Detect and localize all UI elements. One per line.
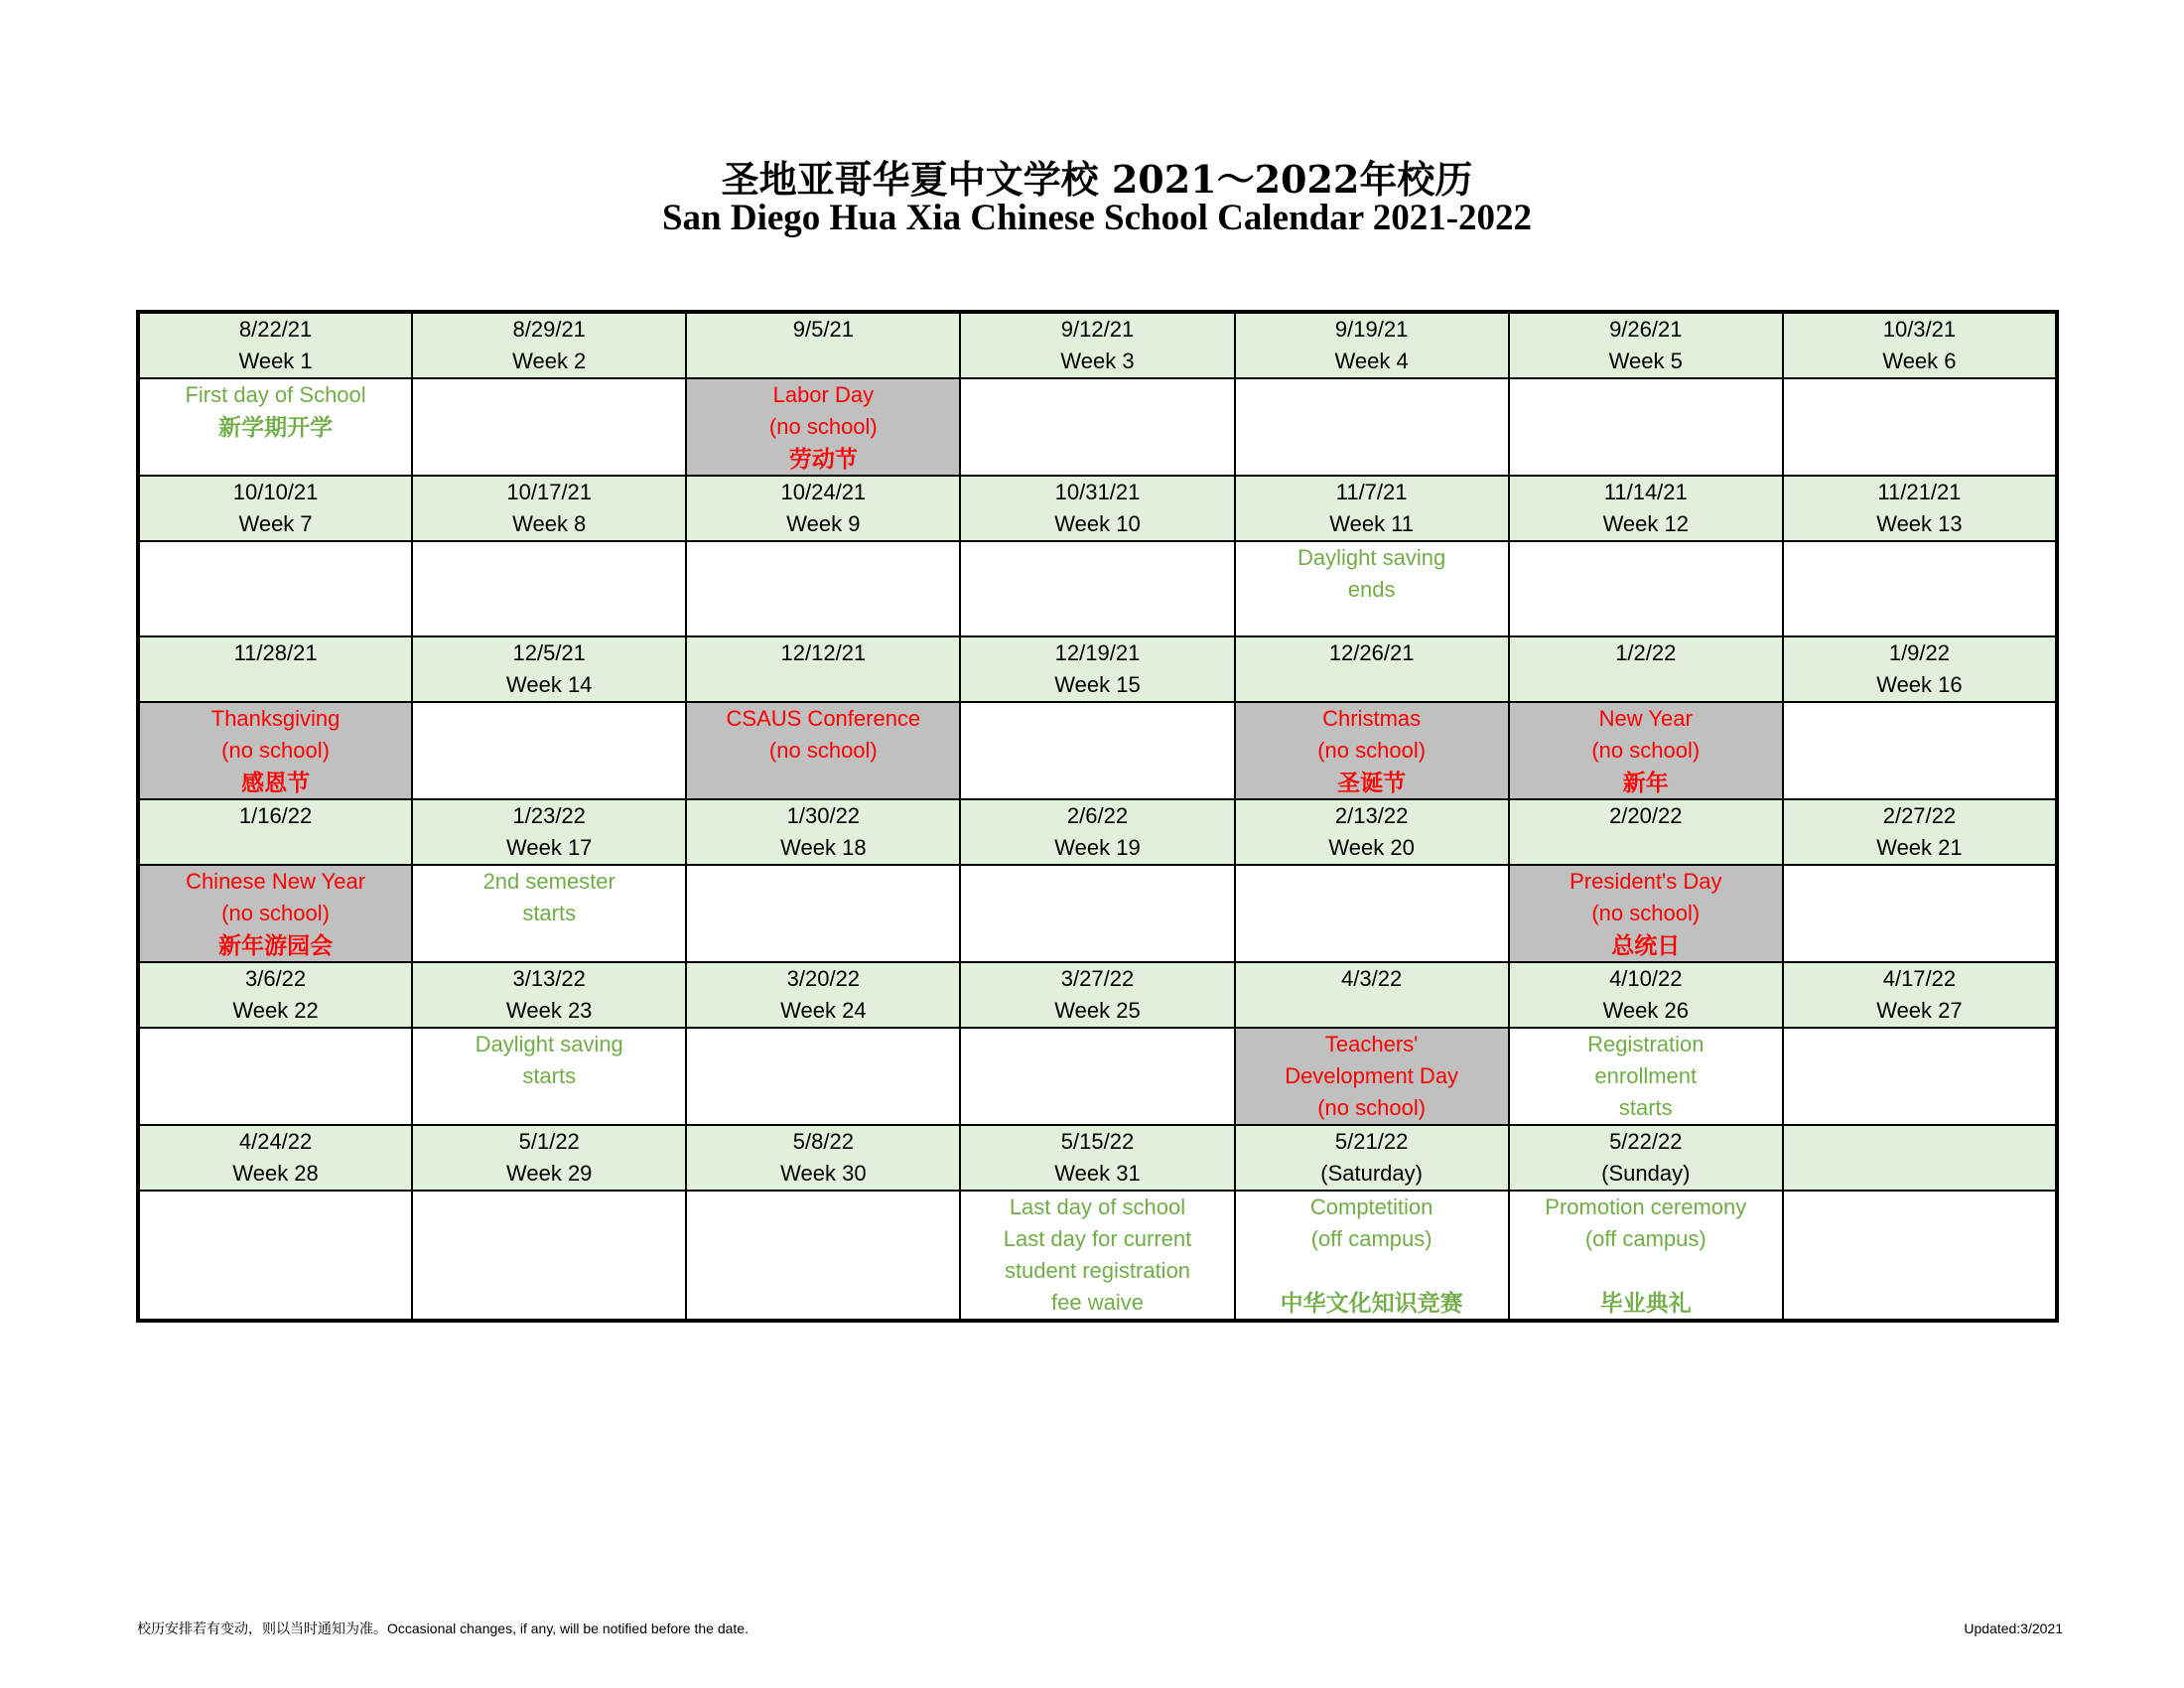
empty-cell <box>1783 702 2057 799</box>
date-header-cell <box>1235 1125 1509 1191</box>
week-label: (Saturday) <box>1320 1161 1423 1186</box>
date: 4/10/22 <box>1609 966 1683 991</box>
week-header-row <box>138 799 2057 865</box>
event-note: fee waive <box>1051 1290 1144 1315</box>
empty-cell <box>1509 378 1783 476</box>
date-header-cell <box>1783 1125 2057 1191</box>
week-label: Week 7 <box>238 511 313 536</box>
event-note: Registration <box>1587 1032 1705 1056</box>
date-header-cell <box>138 636 412 702</box>
date: 8/29/21 <box>512 317 586 342</box>
empty-cell <box>1235 378 1509 476</box>
week-event-row <box>138 1028 2057 1125</box>
date: 12/19/21 <box>1054 640 1141 665</box>
week-event-row <box>138 378 2057 476</box>
week-event-row <box>138 1191 2057 1321</box>
week-label: (Sunday) <box>1601 1161 1691 1186</box>
empty-cell <box>960 541 1234 636</box>
event-note-chinese: 圣诞节 <box>1337 770 1407 795</box>
updated-date: Updated:3/2021 <box>1964 1620 2063 1636</box>
event-cell <box>1509 1028 1783 1125</box>
date-header-cell <box>1783 636 2057 702</box>
date: 5/15/22 <box>1060 1129 1135 1154</box>
event-note: 2nd semester <box>482 869 615 894</box>
date-header-cell <box>1509 476 1783 541</box>
date-header-cell <box>1509 962 1783 1028</box>
week-label: Week 28 <box>232 1161 319 1186</box>
date-header-cell <box>1235 476 1509 541</box>
date: 1/9/22 <box>1888 640 1950 665</box>
holiday-cell <box>1235 1028 1509 1125</box>
week-label: Week 1 <box>238 349 313 373</box>
date-header-cell <box>1783 312 2057 378</box>
event-note: Daylight saving <box>475 1032 623 1056</box>
date: 1/16/22 <box>238 803 313 828</box>
event-note: Development Day <box>1285 1063 1459 1088</box>
event-note: Labor Day <box>772 382 875 407</box>
week-header-row <box>138 636 2057 702</box>
date-header-cell <box>1509 312 1783 378</box>
date: 11/14/21 <box>1603 480 1688 504</box>
date-header-cell <box>138 476 412 541</box>
event-cell <box>412 865 686 962</box>
event-note: (no school) <box>1317 738 1427 763</box>
event-note: CSAUS Conference <box>726 706 921 731</box>
event-note: ends <box>1347 577 1396 602</box>
week-label: Week 29 <box>506 1161 593 1186</box>
date-header-cell <box>960 799 1234 865</box>
date-header-cell <box>138 962 412 1028</box>
date-header-cell <box>1509 636 1783 702</box>
date: 3/27/22 <box>1060 966 1135 991</box>
event-note: enrollment <box>1594 1063 1698 1088</box>
empty-cell <box>412 541 686 636</box>
date: 11/28/21 <box>233 640 318 665</box>
holiday-cell <box>138 702 412 799</box>
event-note-chinese: 总统日 <box>1611 932 1681 958</box>
date: 12/12/21 <box>780 640 867 665</box>
date: 10/24/21 <box>780 480 867 504</box>
week-label: Week 25 <box>1054 998 1141 1023</box>
week-label <box>140 832 411 864</box>
date <box>1784 1126 2055 1158</box>
event-note: Last day of school <box>1009 1195 1186 1219</box>
event-cell <box>412 1028 686 1125</box>
date-header-cell <box>960 636 1234 702</box>
event-note: (no school) <box>221 738 330 763</box>
date: 3/13/22 <box>512 966 586 991</box>
holiday-cell <box>686 378 960 476</box>
event-note-chinese: 毕业典礼 <box>1599 1290 1692 1316</box>
holiday-cell <box>1235 702 1509 799</box>
date-header-cell <box>412 962 686 1028</box>
date: 3/20/22 <box>786 966 861 991</box>
date-header-cell <box>1509 799 1783 865</box>
event-note: Daylight saving <box>1297 545 1446 570</box>
date-header-cell <box>960 1125 1234 1191</box>
week-label: Week 8 <box>512 511 587 536</box>
date: 1/2/22 <box>1615 640 1677 665</box>
week-label: Week 30 <box>780 1161 867 1186</box>
empty-cell <box>412 1191 686 1321</box>
date-header-cell <box>1235 636 1509 702</box>
week-label: Week 26 <box>1602 998 1689 1023</box>
week-label: Week 5 <box>1608 349 1683 373</box>
week-label: Week 11 <box>1329 511 1415 536</box>
date: 4/3/22 <box>1341 966 1403 991</box>
date: 9/5/21 <box>792 317 854 342</box>
event-note-chinese: 新年 <box>1622 770 1669 795</box>
week-event-row <box>138 541 2057 636</box>
date-header-cell <box>1235 799 1509 865</box>
title-english: San Diego Hua Xia Chinese School Calendar 2021-2022 <box>661 198 1533 238</box>
empty-cell <box>960 702 1234 799</box>
empty-cell <box>1783 865 2057 962</box>
event-cell <box>1235 1191 1509 1321</box>
date-header-cell <box>960 476 1234 541</box>
empty-cell <box>412 378 686 476</box>
week-label: Week 19 <box>1054 835 1141 860</box>
date: 1/23/22 <box>512 803 586 828</box>
week-label: Week 12 <box>1602 511 1689 536</box>
week-label: Week 15 <box>1054 672 1141 697</box>
empty-cell <box>138 1191 412 1321</box>
date: 9/12/21 <box>1060 317 1135 342</box>
event-note: starts <box>1618 1095 1673 1120</box>
week-label: Week 3 <box>1060 349 1135 373</box>
date: 4/24/22 <box>238 1129 313 1154</box>
calendar-table <box>136 310 2059 1323</box>
empty-cell <box>960 865 1234 962</box>
date: 8/22/21 <box>238 317 313 342</box>
date-header-cell <box>1509 1125 1783 1191</box>
date: 12/5/21 <box>512 640 586 665</box>
event-cell <box>138 378 412 476</box>
holiday-cell <box>686 702 960 799</box>
week-label: Week 4 <box>1334 349 1409 373</box>
week-label <box>140 669 411 701</box>
date: 10/31/21 <box>1054 480 1141 504</box>
week-event-row <box>138 865 2057 962</box>
title-chinese: 圣地亚哥华夏中文学校 2021～2022年校历 <box>721 157 1473 202</box>
week-label: Week 10 <box>1054 511 1141 536</box>
date-header-cell <box>960 312 1234 378</box>
date: 10/17/21 <box>506 480 593 504</box>
date-header-cell <box>686 962 960 1028</box>
empty-cell <box>1783 1191 2057 1321</box>
event-note: Thanksgiving <box>210 706 341 731</box>
event-cell <box>960 1191 1234 1321</box>
date-header-cell <box>138 799 412 865</box>
date-header-cell <box>412 312 686 378</box>
date-header-cell <box>138 1125 412 1191</box>
week-label: Week 6 <box>1882 349 1957 373</box>
date: 5/1/22 <box>518 1129 580 1154</box>
date: 3/6/22 <box>244 966 307 991</box>
empty-cell <box>1235 865 1509 962</box>
week-header-row <box>138 476 2057 541</box>
week-label <box>687 346 959 377</box>
date: 12/26/21 <box>1328 640 1415 665</box>
week-header-row <box>138 962 2057 1028</box>
date: 11/21/21 <box>1877 480 1962 504</box>
date-header-cell <box>412 636 686 702</box>
date-header-cell <box>686 1125 960 1191</box>
event-note: Comptetition <box>1309 1195 1433 1219</box>
week-label <box>687 669 959 701</box>
date: 5/21/22 <box>1334 1129 1409 1154</box>
empty-cell <box>138 541 412 636</box>
empty-cell <box>1783 1028 2057 1125</box>
date-header-cell <box>686 799 960 865</box>
week-label: Week 17 <box>506 835 593 860</box>
event-note: First day of School <box>185 382 366 407</box>
event-note-chinese: 劳动节 <box>788 446 858 472</box>
empty-cell <box>1509 541 1783 636</box>
week-label <box>1784 1158 2055 1190</box>
week-label <box>1510 832 1782 864</box>
week-label: Week 2 <box>512 349 587 373</box>
event-note: (no school) <box>768 738 878 763</box>
date-header-cell <box>1783 962 2057 1028</box>
event-note: student registration <box>1004 1258 1191 1283</box>
event-note: Promotion ceremony <box>1545 1195 1747 1219</box>
event-note: (off campus) <box>1310 1226 1433 1251</box>
date-header-cell <box>1783 799 2057 865</box>
empty-cell <box>686 541 960 636</box>
date: 2/20/22 <box>1609 803 1683 828</box>
date: 5/8/22 <box>792 1129 854 1154</box>
date-header-cell <box>1783 476 2057 541</box>
date: 2/27/22 <box>1882 803 1957 828</box>
date-header-cell <box>412 476 686 541</box>
event-note: (off campus) <box>1584 1226 1706 1251</box>
date-header-cell <box>412 799 686 865</box>
event-cell <box>1235 541 1509 636</box>
event-note: Teachers' <box>1324 1032 1419 1056</box>
event-cell <box>1509 1191 1783 1321</box>
footer-note: 校历安排若有变动，则以当时通知为准。Occasional changes, if any, will be notified before the date. <box>137 1620 749 1636</box>
date-header-cell <box>412 1125 686 1191</box>
event-note: (no school) <box>1591 901 1701 925</box>
event-note: (no school) <box>1591 738 1701 763</box>
holiday-cell <box>138 865 412 962</box>
week-label <box>1236 995 1508 1027</box>
event-note-chinese: 中华文化知识竞赛 <box>1280 1290 1463 1316</box>
date: 5/22/22 <box>1609 1129 1683 1154</box>
week-label: Week 22 <box>232 998 319 1023</box>
date-header-cell <box>1235 312 1509 378</box>
week-label: Week 16 <box>1876 672 1963 697</box>
event-note-chinese: 新学期开学 <box>218 414 334 440</box>
event-note: Last day for current <box>1003 1226 1192 1251</box>
empty-cell <box>686 1191 960 1321</box>
event-note-chinese: 感恩节 <box>241 770 311 795</box>
date-header-cell <box>686 476 960 541</box>
date: 10/3/21 <box>1882 317 1957 342</box>
week-label: Week 21 <box>1876 835 1963 860</box>
empty-cell <box>412 702 686 799</box>
date: 1/30/22 <box>786 803 861 828</box>
date: 2/13/22 <box>1334 803 1409 828</box>
empty-cell <box>960 378 1234 476</box>
event-note-chinese: 新年游园会 <box>218 932 334 958</box>
date-header-cell <box>1235 962 1509 1028</box>
empty-cell <box>1783 541 2057 636</box>
date: 4/17/22 <box>1882 966 1957 991</box>
date: 2/6/22 <box>1066 803 1129 828</box>
week-label: Week 23 <box>506 998 593 1023</box>
date: 10/10/21 <box>232 480 319 504</box>
week-label <box>1236 669 1508 701</box>
date-header-cell <box>686 636 960 702</box>
date-header-cell <box>960 962 1234 1028</box>
date: 9/19/21 <box>1334 317 1409 342</box>
empty-cell <box>138 1028 412 1125</box>
date: 11/7/21 <box>1335 480 1408 504</box>
week-label: Week 13 <box>1876 511 1963 536</box>
week-label: Week 20 <box>1328 835 1415 860</box>
empty-cell <box>1783 378 2057 476</box>
week-label: Week 31 <box>1054 1161 1141 1186</box>
week-label: Week 27 <box>1876 998 1963 1023</box>
event-note: President's Day <box>1570 869 1722 894</box>
event-note: Christmas <box>1322 706 1422 731</box>
week-label: Week 18 <box>780 835 867 860</box>
empty-cell <box>960 1028 1234 1125</box>
week-label: Week 14 <box>506 672 593 697</box>
week-label <box>1510 669 1782 701</box>
week-label: Week 24 <box>780 998 867 1023</box>
event-note: starts <box>522 1063 577 1088</box>
week-header-row <box>138 1125 2057 1191</box>
date: 9/26/21 <box>1609 317 1683 342</box>
date-header-cell <box>138 312 412 378</box>
holiday-cell <box>1509 702 1783 799</box>
event-note: Chinese New Year <box>186 869 366 894</box>
event-note: starts <box>522 901 577 925</box>
week-label: Week 9 <box>786 511 861 536</box>
event-note: (no school) <box>221 901 330 925</box>
event-note: (no school) <box>768 414 878 439</box>
empty-cell <box>686 1028 960 1125</box>
week-event-row <box>138 702 2057 799</box>
date-header-cell <box>686 312 960 378</box>
week-header-row <box>138 312 2057 378</box>
empty-cell <box>686 865 960 962</box>
event-note: New Year <box>1598 706 1693 731</box>
holiday-cell <box>1509 865 1783 962</box>
event-note: (no school) <box>1317 1095 1427 1120</box>
